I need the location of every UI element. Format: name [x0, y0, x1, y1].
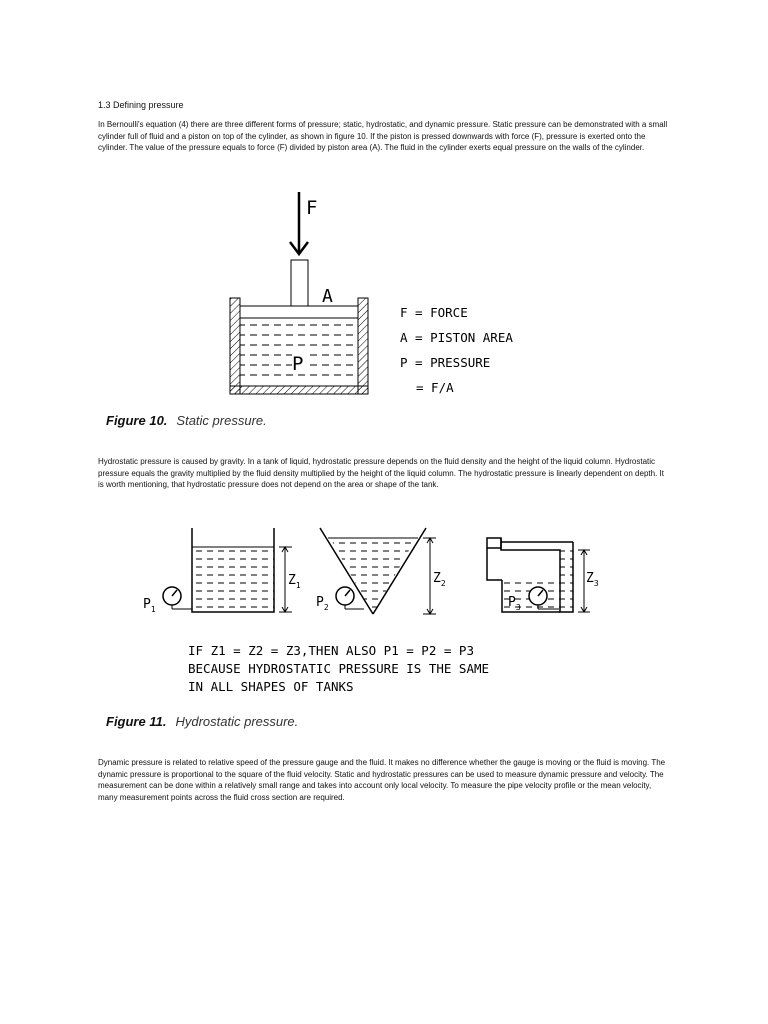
legend-force: F = FORCE: [400, 305, 468, 320]
area-label: A: [322, 286, 333, 307]
z3-label: $Z_3$: [586, 571, 599, 588]
figure-11-hydrostatic-pressure-diagram: [140, 526, 602, 700]
force-label: F: [306, 197, 318, 219]
legend-piston-area: A = PISTON AREA: [400, 330, 513, 345]
p1-label: $P_1$: [143, 597, 156, 614]
section-heading: 1.3 Defining pressure: [98, 100, 184, 110]
pressure-label: P: [292, 353, 304, 375]
figure-11-title: Hydrostatic pressure.: [175, 714, 299, 729]
legend-pressure: P = PRESSURE: [400, 355, 491, 370]
figure-11-caption: [106, 714, 298, 729]
paragraph-hydrostatic-pressure: Hydrostatic pressure is caused by gravity. In a tank of liquid, hydrostatic pressure depends on the fluid density and the height of the liquid column. Hydrostatic pressure equals the gravity multiplied by the fluid density multiplied by the height of the liquid column. The hydrostatic pressure is linearly dependent on depth. It is worth mentioning, that hydrostatic pressure does not depend on the area or shape of the tank.: [98, 457, 664, 490]
z2-label: $Z_2$: [433, 571, 446, 588]
z1-label: $Z_1$: [288, 573, 301, 590]
piston: [240, 260, 358, 318]
paragraph-dynamic-pressure: Dynamic pressure is related to relative speed of the pressure gauge and the fluid. It makes no difference whether the gauge is moving or the fluid is moving. The dynamic pressure is proportional to the square of the fluid velocity. Static and hydrostatic pressures can be used to measure dynamic pressure and velocity. The measurement can be done within a relatively small range and takes into account only local velocity. To measure the pipe velocity profile or the mean velocity, many measurement points across the fluid cross section are required.: [98, 758, 666, 802]
statement-line-1: IF Z1 = Z2 = Z3,THEN ALSO P1 = P2 = P3: [188, 643, 474, 658]
paragraph-static-pressure: In Bernoulli's equation (4) there are three different forms of pressure; static, hydrostatic, and dynamic pressure. Static pressure can be demonstrated with a small cylinder full of fluid and a piston on top of the cylinder, as shown in figure 10. If the piston is pressed downwards with force (F), pressure is exerted onto the cylinder. The value of the pressure equals to force (F) divided by piston area (A). The fluid in the cylinder exerts equal pressure on the walls of the cylinder.: [98, 120, 668, 153]
statement-line-2: BECAUSE HYDROSTATIC PRESSURE IS THE SAME: [188, 661, 490, 676]
figure-10-title: Static pressure.: [176, 413, 267, 428]
p3-label: $P_3$: [508, 595, 521, 612]
figure-10-number: Figure 10.: [106, 413, 168, 428]
pressure-gauge-1-icon: [163, 587, 192, 609]
figure-11-number: Figure 11.: [106, 714, 167, 729]
figure-10-static-pressure-diagram: [226, 190, 526, 402]
statement-line-3: IN ALL SHAPES OF TANKS: [188, 679, 354, 694]
p2-label: $P_2$: [316, 595, 329, 612]
legend-f-over-a: = F/A: [416, 380, 454, 395]
tank-1: [192, 528, 292, 612]
figure-10-caption: [106, 413, 267, 428]
